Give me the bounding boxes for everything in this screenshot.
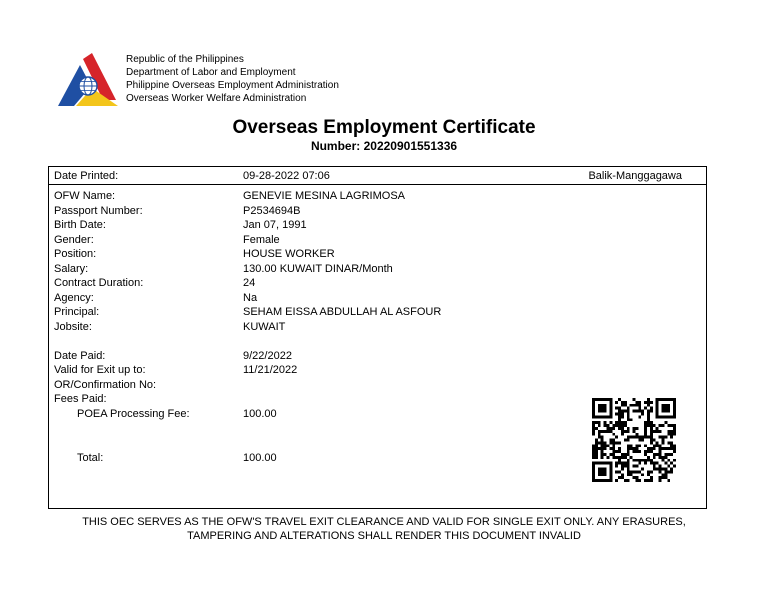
agency-line-poea: Philippine Overseas Employment Administration: [126, 80, 339, 91]
certificate-details-box: [48, 166, 707, 509]
position-value: HOUSE WORKER: [243, 248, 335, 260]
position-label: Position:: [54, 248, 97, 260]
agency-label: Agency:: [54, 292, 94, 304]
principal-label: Principal:: [54, 306, 100, 318]
date-paid-value: 9/22/2022: [243, 350, 292, 362]
contract-duration-value: 24: [243, 277, 256, 289]
certificate-number: Number: 20220901551336: [310, 139, 458, 153]
ofw-name-value: GENEVIE MESINA LAGRIMOSA: [243, 190, 405, 202]
date-printed-label: Date Printed:: [54, 170, 119, 182]
salary-label: Salary:: [54, 263, 89, 275]
validity-notice-line-2: TAMPERING AND ALTERATIONS SHALL RENDER THIS DOCUMENT INVALID: [187, 530, 581, 542]
principal-value: SEHAM EISSA ABDULLAH AL ASFOUR: [243, 306, 442, 318]
gender-value: Female: [243, 234, 280, 246]
agency-line-dole: Department of Labor and Employment: [126, 67, 296, 78]
dole-logo-icon: [56, 53, 118, 108]
fees-paid-label: Fees Paid:: [54, 393, 107, 405]
birth-date-value: Jan 07, 1991: [243, 219, 307, 231]
date-printed-value: 09-28-2022 07:06: [243, 170, 330, 182]
agency-header: [126, 53, 339, 105]
valid-for-exit-label: Valid for Exit up to:: [54, 364, 146, 376]
date-paid-label: Date Paid:: [54, 350, 106, 362]
processing-fee-value: 100.00: [243, 408, 277, 420]
or-confirmation-label: OR/Confirmation No:: [54, 379, 157, 391]
passport-number-value: P2534694B: [243, 205, 301, 217]
certificate-title: Overseas Employment Certificate: [232, 117, 536, 138]
qr-code-icon: [592, 398, 676, 482]
validity-notice: [0, 515, 768, 543]
agency-value: Na: [243, 292, 258, 304]
processing-fee-label: POEA Processing Fee:: [77, 408, 190, 420]
jobsite-label: Jobsite:: [54, 321, 92, 333]
birth-date-label: Birth Date:: [54, 219, 106, 231]
total-value: 100.00: [243, 452, 277, 464]
date-printed-row: [49, 167, 706, 185]
passport-number-label: Passport Number:: [54, 205, 143, 217]
contract-duration-label: Contract Duration:: [54, 277, 144, 289]
agency-line-republic: Republic of the Philippines: [126, 54, 244, 65]
gender-label: Gender:: [54, 234, 94, 246]
agency-line-owwa: Overseas Worker Welfare Administration: [126, 93, 307, 104]
salary-value: 130.00 KUWAIT DINAR/Month: [243, 263, 393, 275]
ofw-name-label: OFW Name:: [54, 190, 116, 202]
total-label: Total:: [77, 452, 104, 464]
valid-for-exit-value: 11/21/2022: [243, 364, 298, 376]
jobsite-value: KUWAIT: [243, 321, 286, 333]
validity-notice-line-1: THIS OEC SERVES AS THE OFW'S TRAVEL EXIT CLEARANCE AND VALID FOR SINGLE EXIT ONLY. ANY ERASURES,: [82, 516, 686, 528]
category-label: Balik-Manggagawa: [588, 170, 682, 182]
